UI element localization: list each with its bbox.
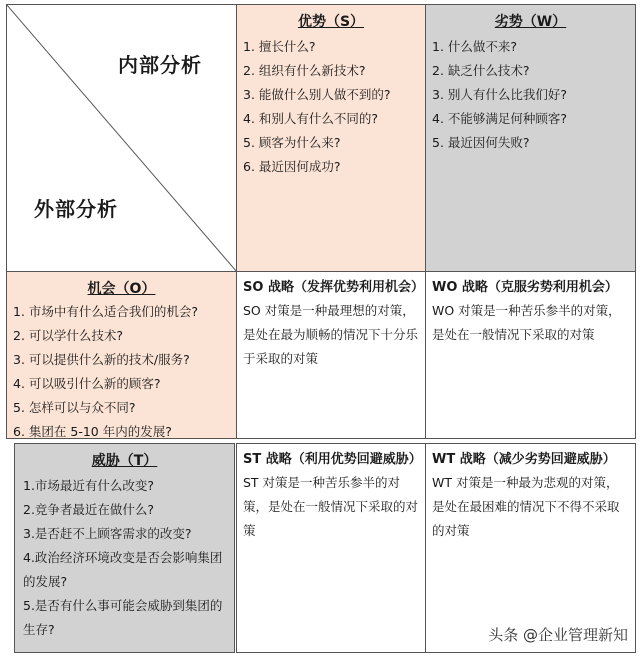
list-item: 5. 最近因何失败? — [432, 135, 530, 150]
list-item: 3.是否赶不上顾客需求的改变? — [23, 526, 192, 541]
opportunities-list — [7, 300, 236, 439]
list-item: 1. 什么做不来? — [432, 39, 518, 54]
list-item: 6. 最近因何成功? — [243, 159, 341, 174]
strengths-cell — [236, 4, 426, 272]
so-strategy-text: SO 对策是一种最理想的对策，是处在最为顺畅的情况下十分乐于采取的对策 — [243, 303, 419, 366]
weaknesses-title: 劣势（W） — [494, 14, 567, 30]
threats-list — [23, 474, 230, 642]
wt-strategy-cell — [425, 443, 636, 653]
st-strategy-cell — [236, 443, 426, 653]
st-strategy-text: ST 对策是一种苦乐参半的对策，是处在一般情况下采取的对策 — [243, 475, 419, 538]
so-strategy-title: SO 战略（发挥优势利用机会） — [243, 280, 424, 295]
list-item: 6. 集团在 5-10 年内的发展? — [13, 424, 172, 439]
opportunities-cell — [6, 271, 237, 439]
list-item: 5. 怎样可以与众不同? — [13, 400, 136, 415]
list-item: 2.竞争者最近在做什么? — [23, 502, 155, 517]
threats-cell — [14, 443, 235, 653]
wo-strategy-title: WO 战略（克服劣势利用机会） — [432, 280, 618, 295]
list-item: 3. 别人有什么比我们好? — [432, 87, 568, 102]
list-item: 1. 市场中有什么适合我们的机会? — [13, 304, 199, 319]
list-item: 3. 可以提供什么新的技术/服务? — [13, 352, 190, 367]
watermark: 头条 @企业管理新知 — [488, 626, 628, 644]
threats-title: 威胁（T） — [91, 453, 158, 469]
list-item: 4. 可以吸引什么新的顾客? — [13, 376, 161, 391]
internal-analysis-label: 内部分析 — [118, 53, 202, 77]
list-item: 3. 能做什么别人做不到的? — [243, 87, 391, 102]
diagonal-line — [6, 4, 237, 272]
opportunities-title: 机会（O） — [87, 281, 156, 297]
corner-cell — [6, 4, 237, 272]
strengths-title: 优势（S） — [297, 14, 365, 30]
list-item: 2. 可以学什么技术? — [13, 328, 124, 343]
list-item: 1.市场最近有什么改变? — [23, 478, 155, 493]
list-item: 5. 顾客为什么来? — [243, 135, 341, 150]
wt-strategy-title: WT 战略（减少劣势回避威胁） — [432, 452, 616, 467]
st-strategy-title: ST 战略（利用优势回避威胁） — [243, 452, 422, 467]
strengths-list — [237, 35, 425, 179]
list-item: 4.政治经济环境改变是否会影响集团的发展? — [23, 550, 223, 589]
list-item: 4. 不能够满足何种顾客? — [432, 111, 568, 126]
list-item: 1. 擅长什么? — [243, 39, 316, 54]
list-item: 4. 和别人有什么不同的? — [243, 111, 379, 126]
wo-strategy-cell — [425, 271, 636, 439]
weaknesses-cell — [425, 4, 636, 272]
wt-strategy-text: WT 对策是一种最为悲观的对策，是处在最困难的情况下不得不采取的对策 — [432, 475, 620, 538]
weaknesses-list — [426, 35, 635, 155]
list-item: 2. 组织有什么新技术? — [243, 63, 366, 78]
list-item: 5.是否有什么事可能会威胁到集团的生存? — [23, 598, 223, 637]
list-item: 2. 缺乏什么技术? — [432, 63, 530, 78]
external-analysis-label: 外部分析 — [34, 197, 118, 221]
wo-strategy-text: WO 对策是一种苦乐参半的对策，是处在一般情况下采取的对策 — [432, 303, 621, 342]
so-strategy-cell — [236, 271, 426, 439]
